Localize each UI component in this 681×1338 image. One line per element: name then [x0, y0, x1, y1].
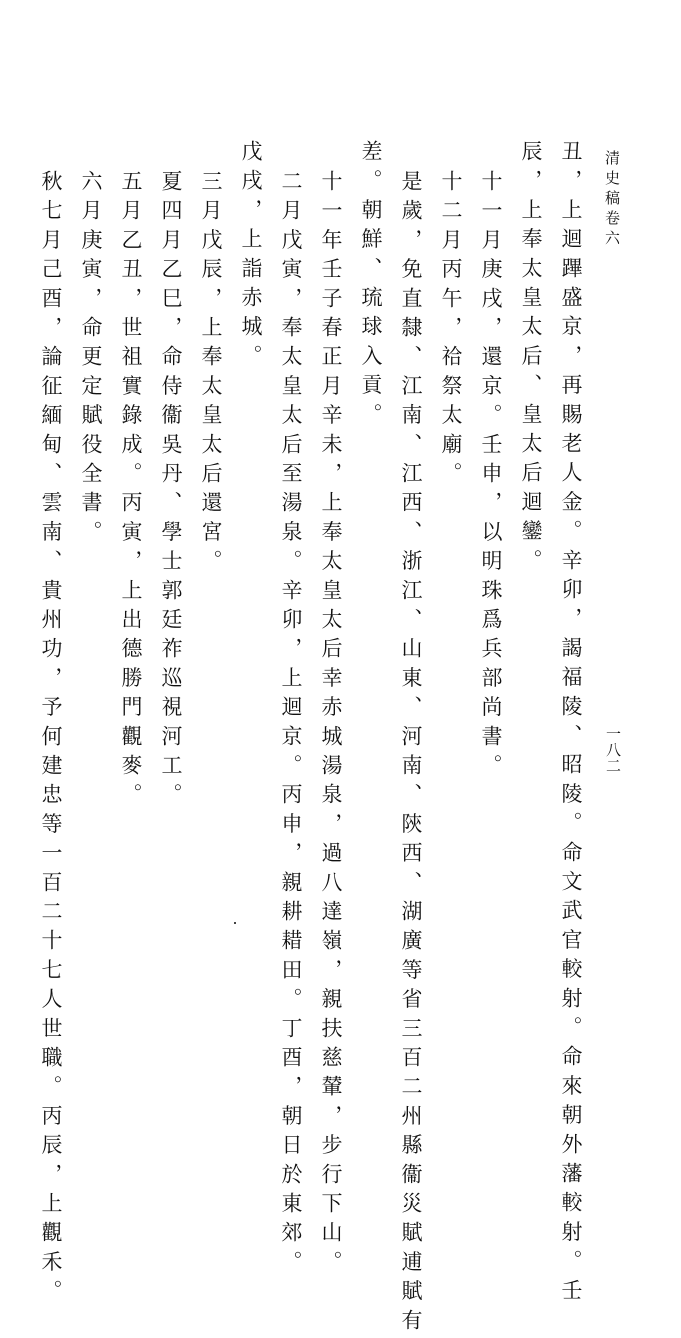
print-speck [234, 922, 236, 924]
text-column: 六月庚寅，命更定賦役全書。 [79, 170, 103, 550]
text-column: 丑，上迴蹕盛京，再賜老人金。辛卯，謁福陵、昭陵。命文武官較射。命來朝外藩較射。壬 [559, 140, 583, 1308]
text-column: 辰，上奉太皇太后、皇太后迴鑾。 [519, 140, 543, 578]
text-column: 十一月庚戌，還京。壬申，以明珠爲兵部尚書。 [479, 170, 503, 784]
text-column: 差。朝鮮、琉球入貢。 [359, 140, 383, 432]
text-column: 戊戌，上詣赤城。 [239, 140, 263, 374]
text-column: 十二月丙午，祫祭太廟。 [439, 170, 463, 492]
text-column: 夏四月乙巳，命侍衞吳丹、學士郭廷祚巡視河工。 [159, 170, 183, 813]
text-column: 秋七月己酉，論征緬甸、雲南、貴州功，予何建忠等一百二十七人世職。丙辰，上觀禾。 [39, 170, 63, 1309]
text-column: 十一年壬子春正月辛未，上奉太皇太后幸赤城湯泉，過八達嶺，親扶慈輦，步行下山。 [319, 170, 343, 1280]
text-column: 二月戊寅，奉太皇太后至湯泉。辛卯，上迴京。丙申，親耕耤田。丁酉，朝日於東郊。 [279, 170, 303, 1280]
page-number: 一八二 [604, 726, 622, 774]
text-column: 五月乙丑，世祖實錄成。丙寅，上出德勝門觀麥。 [119, 170, 143, 813]
running-header-title: 清史稿卷六 [603, 150, 621, 250]
text-column: 是歲，免直隸、江南、江西、浙江、山東、河南、陝西、湖廣等省三百二州縣衞災賦逋賦有 [399, 170, 423, 1338]
text-column: 三月戊辰，上奉太皇太后還宮。 [199, 170, 223, 579]
